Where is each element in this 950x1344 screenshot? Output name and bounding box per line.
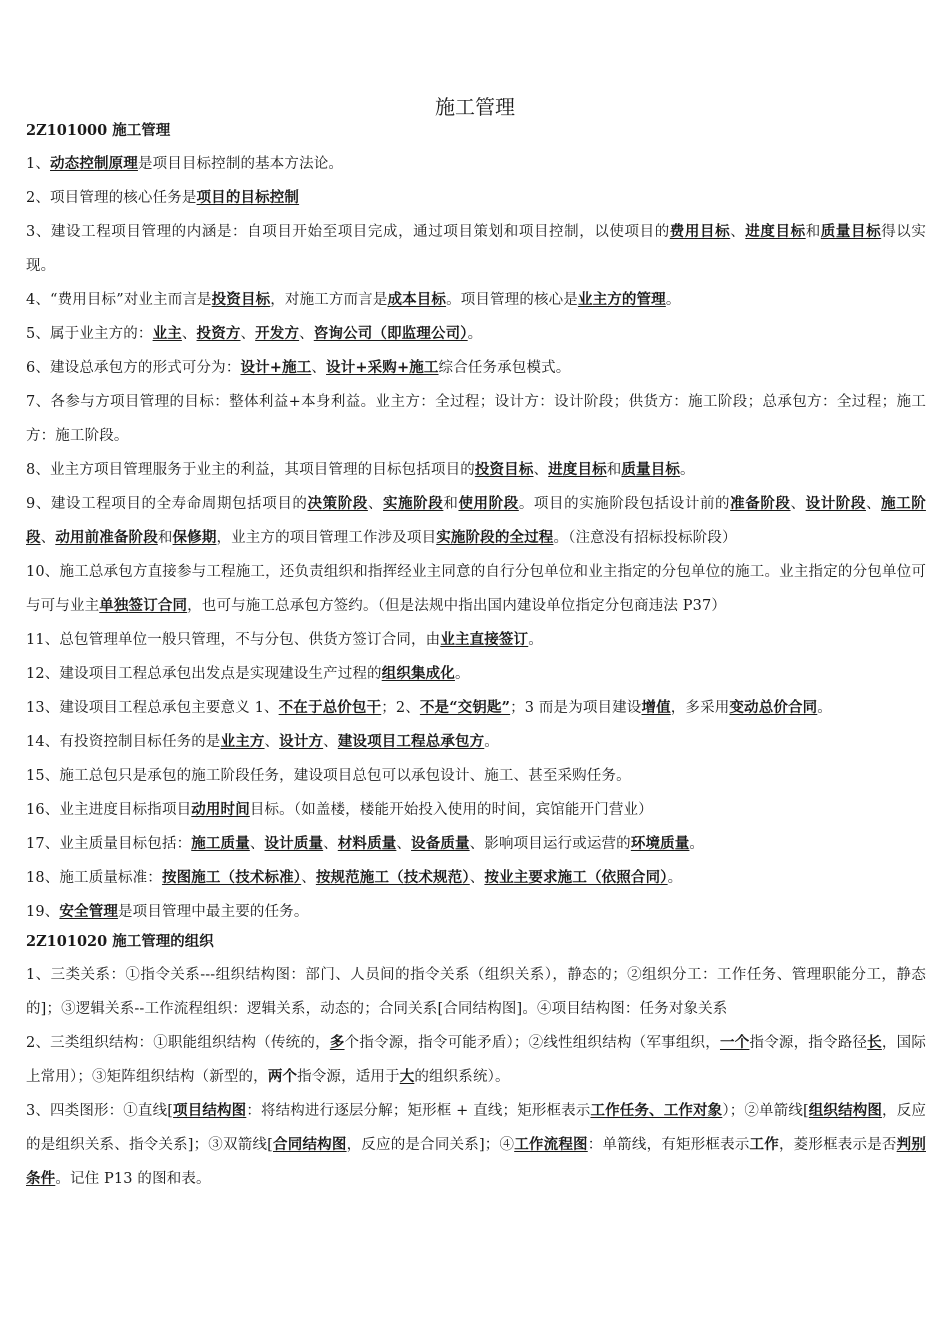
text-run: ；2、 bbox=[381, 700, 420, 716]
text-run: 19、 bbox=[26, 904, 60, 920]
paragraph-item bbox=[26, 317, 926, 351]
underlined-key-term: 业主 bbox=[152, 325, 182, 342]
text-run: ：将结构进行逐层分解；矩形框 + 直线；矩形框表示 bbox=[246, 1103, 591, 1119]
underlined-key-term: 费用目标 bbox=[669, 223, 731, 240]
text-run: 、 bbox=[469, 870, 485, 886]
underlined-key-term: 组织集成化 bbox=[381, 665, 455, 682]
underlined-key-term: 不在于总价包干 bbox=[278, 699, 382, 716]
text-run: 是项目管理中最主要的任务。 bbox=[118, 904, 309, 920]
text-run: ，业主方的项目管理工作涉及项目 bbox=[216, 530, 437, 546]
text-run: ，反应的是合同关系]；④ bbox=[346, 1137, 515, 1153]
bold-key-term: 两个 bbox=[267, 1068, 298, 1085]
text-run: 、 bbox=[249, 836, 265, 852]
underlined-key-term: 设计+施工 bbox=[240, 359, 312, 376]
text-run: 15、施工总包只是承包的施工阶段任务，建设项目总包可以承包设计、施工、甚至采购任务。 bbox=[26, 768, 631, 784]
text-run: 16、业主进度目标指项目 bbox=[26, 802, 192, 818]
underlined-key-term: 成本目标 bbox=[387, 291, 447, 308]
text-run: 7、各参与方项目管理的目标：整体利益+本身利益。业主方：全过程；设计方：设计阶段；供货方：施工阶段；总承包方：全过程；施工方：施工阶段。 bbox=[26, 394, 926, 444]
underlined-key-term: 业主直接签订 bbox=[440, 631, 529, 648]
document-body bbox=[26, 120, 926, 1196]
paragraph-item bbox=[26, 351, 926, 385]
text-run: ，也可与施工总承包方签约。（但是法规中指出国内建设单位指定分包商违法 P37） bbox=[187, 598, 727, 614]
text-run: 、 bbox=[40, 530, 56, 546]
paragraph-item bbox=[26, 759, 926, 793]
text-run: 、影响项目运行或运营的 bbox=[469, 836, 631, 852]
underlined-key-term: 建设项目工程总承包方 bbox=[337, 733, 485, 750]
underlined-key-term: 使用阶段 bbox=[458, 495, 519, 512]
text-run: 。（注意没有招标投标阶段） bbox=[553, 530, 737, 546]
paragraph-item bbox=[26, 487, 926, 555]
text-run: 、 bbox=[367, 496, 383, 512]
text-run: 和 bbox=[606, 462, 622, 478]
text-run: 、 bbox=[299, 326, 314, 342]
section-2z101000-items bbox=[26, 147, 926, 929]
underlined-key-term: 动用前准备阶段 bbox=[55, 529, 158, 546]
text-run: 综合任务承包模式。 bbox=[438, 360, 571, 376]
underlined-key-term: 工作任务、工作对象 bbox=[590, 1102, 723, 1119]
underlined-key-term: 组织结构图 bbox=[808, 1102, 883, 1119]
text-run: 1、 bbox=[26, 156, 51, 172]
text-run: 。 bbox=[817, 700, 832, 716]
section-heading-2z101020: 2Z101020 施工管理的组织 bbox=[26, 933, 214, 950]
paragraph-item bbox=[26, 793, 926, 827]
text-run: 。 bbox=[484, 734, 499, 750]
text-run: ，对施工方而言是 bbox=[270, 292, 388, 308]
underlined-key-term: 动用时间 bbox=[191, 801, 250, 818]
underlined-key-term: 项目的目标控制 bbox=[196, 189, 300, 206]
text-run: 、 bbox=[311, 360, 327, 376]
underlined-key-term: 安全管理 bbox=[59, 903, 119, 920]
underlined-key-term: 保修期 bbox=[172, 529, 217, 546]
paragraph-item bbox=[26, 958, 926, 1026]
underlined-key-term: 投资方 bbox=[196, 325, 241, 342]
text-run: 、 bbox=[533, 462, 549, 478]
underlined-key-term: 质量目标 bbox=[621, 461, 681, 478]
underlined-key-term: 投资目标 bbox=[211, 291, 271, 308]
text-run: 12、建设项目工程总承包出发点是实现建设生产过程的 bbox=[26, 666, 382, 682]
underlined-key-term: 设计方 bbox=[279, 733, 324, 750]
paragraph-item bbox=[26, 283, 926, 317]
underlined-key-term: 动态控制原理 bbox=[50, 155, 138, 172]
text-run: 。记住 P13 的图和表。 bbox=[55, 1171, 211, 1187]
text-run: 的组织系统）。 bbox=[414, 1069, 510, 1085]
underlined-key-term: 质量目标 bbox=[820, 223, 882, 240]
underlined-key-term: 按规范施工（技术规范） bbox=[315, 869, 470, 886]
bold-key-term: 工作 bbox=[749, 1136, 779, 1153]
text-run: ，多采用 bbox=[670, 700, 730, 716]
underlined-key-term: 准备阶段 bbox=[730, 495, 791, 512]
text-run: 1、三类关系：①指令关系---组织结构图：部门、人员间的指令关系（组织关系），静态的；②组织分工：工作任务、管理职能分工，静态的]；③逻辑关系--工作流程组织：逻辑关系，动态的；合同关系[合同结构图]。④项目结构图：任务对象关系 bbox=[26, 967, 926, 1017]
paragraph-item bbox=[26, 691, 926, 725]
section-2z101020-items bbox=[26, 958, 926, 1196]
underlined-key-term: 进度目标 bbox=[745, 223, 806, 240]
text-run: 3、四类图形：①直线[ bbox=[26, 1103, 174, 1119]
underlined-key-term: 增值 bbox=[641, 699, 671, 716]
text-run: 。 bbox=[454, 666, 470, 682]
underlined-key-term: 单独签订合同 bbox=[99, 597, 188, 614]
text-run: 是项目目标控制的基本方法论。 bbox=[137, 156, 344, 172]
underlined-key-term: 投资目标 bbox=[474, 461, 534, 478]
paragraph-item bbox=[26, 555, 926, 623]
text-run: 个指令源，指令可能矛盾）；②线性组织结构（军事组织， bbox=[344, 1035, 720, 1051]
paragraph-item bbox=[26, 1094, 926, 1196]
text-run: ；3 而是为项目建设 bbox=[510, 700, 642, 716]
underlined-key-term: 设计阶段 bbox=[805, 495, 866, 512]
underlined-key-term: 多 bbox=[329, 1034, 345, 1051]
underlined-key-term: 一个 bbox=[719, 1034, 750, 1051]
paragraph-item bbox=[26, 181, 926, 215]
text-run: 8、业主方项目管理服务于业主的利益，其项目管理的目标包括项目的 bbox=[26, 462, 475, 478]
text-run: 指令源，指令路径 bbox=[749, 1035, 868, 1051]
text-run: 、 bbox=[301, 870, 316, 886]
text-run: 18、施工质量标准： bbox=[26, 870, 162, 886]
text-run: 、 bbox=[790, 496, 806, 512]
underlined-key-term: 按图施工（技术标准） bbox=[161, 869, 302, 886]
text-run: 2、三类组织结构：①职能组织结构（传统的， bbox=[26, 1035, 330, 1051]
underlined-key-term: 业主方 bbox=[220, 733, 265, 750]
underlined-key-term: 咨询公司（即监理公司） bbox=[313, 325, 468, 342]
text-run: 。 bbox=[667, 870, 683, 886]
underlined-key-term: 开发方 bbox=[255, 325, 300, 342]
text-run: ）；②单箭线[ bbox=[722, 1103, 809, 1119]
section-heading-2z101000: 2Z101000 施工管理 bbox=[26, 122, 171, 139]
text-run: 得以实现。 bbox=[26, 224, 927, 274]
underlined-key-term: 设备质量 bbox=[411, 835, 470, 852]
text-run: 6、建设总承包方的形式可分为： bbox=[26, 360, 241, 376]
text-run: 和 bbox=[443, 496, 459, 512]
underlined-key-term: 施工阶段 bbox=[26, 495, 926, 546]
underlined-key-term: 合同结构图 bbox=[272, 1136, 347, 1153]
underlined-key-term: 业主方的管理 bbox=[577, 291, 666, 308]
paragraph-item bbox=[26, 147, 926, 181]
underlined-key-term: 施工质量 bbox=[191, 835, 250, 852]
paragraph-item bbox=[26, 453, 926, 487]
paragraph-item bbox=[26, 385, 926, 453]
underlined-key-term: 设计质量 bbox=[264, 835, 324, 852]
text-run: 、 bbox=[730, 224, 746, 240]
text-run: 。 bbox=[689, 836, 705, 852]
paragraph-item bbox=[26, 657, 926, 691]
text-run: 。项目管理的核心是 bbox=[446, 292, 578, 308]
text-run: 14、有投资控制目标任务的是 bbox=[26, 734, 221, 750]
text-run: 4、“费用目标”对业主而言是 bbox=[26, 292, 212, 308]
underlined-key-term: 长 bbox=[867, 1034, 882, 1051]
text-run: ：单箭线，有矩形框表示 bbox=[587, 1137, 750, 1153]
text-run: 。 bbox=[665, 292, 681, 308]
underlined-key-term: 变动总价合同 bbox=[729, 699, 818, 716]
text-run: ，国际上常用）；③矩阵组织结构（新型的， bbox=[26, 1035, 926, 1085]
text-run: 目标。（如盖楼，楼能开始投入使用的时间，宾馆能开门营业） bbox=[249, 802, 653, 818]
underlined-key-term: 进度目标 bbox=[548, 461, 607, 478]
paragraph-item bbox=[26, 725, 926, 759]
page-title: 施工管理 bbox=[435, 95, 515, 119]
paragraph-item bbox=[26, 1026, 926, 1094]
text-run: 、 bbox=[396, 836, 412, 852]
underlined-key-term: 实施阶段的全过程 bbox=[436, 529, 554, 546]
text-run: 、 bbox=[264, 734, 280, 750]
text-run: 3、建设工程项目管理的内涵是：自项目开始至项目完成，通过项目策划和项目控制，以使项目的 bbox=[26, 224, 670, 240]
text-run: 、 bbox=[240, 326, 256, 342]
text-run: 、 bbox=[323, 734, 338, 750]
paragraph-item bbox=[26, 827, 926, 861]
underlined-key-term: 设计+采购+施工 bbox=[326, 359, 439, 376]
underlined-key-term: 按业主要求施工（依照合同） bbox=[484, 869, 668, 886]
underlined-key-term: 不是“交钥匙” bbox=[419, 699, 511, 716]
text-run: 9、建设工程项目的全寿命周期包括项目的 bbox=[26, 496, 308, 512]
text-run: 、 bbox=[181, 326, 197, 342]
underlined-key-term: 项目结构图 bbox=[173, 1102, 247, 1119]
text-run: 2、项目管理的核心任务是 bbox=[26, 190, 197, 206]
text-run: ，菱形框表示是否 bbox=[778, 1137, 897, 1153]
text-run: 。 bbox=[680, 462, 695, 478]
text-run: 。 bbox=[528, 632, 543, 648]
text-run: 5、属于业主方的： bbox=[26, 326, 153, 342]
text-run: 13、建设项目工程总承包主要意义 1、 bbox=[26, 700, 279, 716]
text-run: 。 bbox=[467, 326, 483, 342]
text-run: 17、业主质量目标包括： bbox=[26, 836, 192, 852]
text-run: 和 bbox=[157, 530, 173, 546]
underlined-key-term: 环境质量 bbox=[630, 835, 690, 852]
text-run: 10、施工总承包方直接参与工程施工，还负责组织和指挥经业主同意的自行分包单位和业主指定的分包单位的施工。业主指定的分包单位可与可与业主 bbox=[26, 564, 926, 614]
paragraph-item bbox=[26, 215, 926, 283]
paragraph-item bbox=[26, 895, 926, 929]
underlined-key-term: 工作流程图 bbox=[514, 1136, 588, 1153]
underlined-key-term: 判别条件 bbox=[26, 1136, 926, 1187]
underlined-key-term: 材料质量 bbox=[337, 835, 397, 852]
text-run: 、 bbox=[865, 496, 882, 512]
underlined-key-term: 实施阶段 bbox=[382, 495, 444, 512]
paragraph-item bbox=[26, 623, 926, 657]
underlined-key-term: 决策阶段 bbox=[307, 495, 368, 512]
text-run: 。项目的实施阶段包括设计前的 bbox=[518, 496, 731, 512]
text-run: 和 bbox=[805, 224, 821, 240]
text-run: 、 bbox=[323, 836, 338, 852]
text-run: 11、总包管理单位一般只管理，不与分包、供货方签订合同，由 bbox=[26, 632, 441, 648]
paragraph-item bbox=[26, 861, 926, 895]
text-run: ，反应的是组织关系、指令关系]；③双箭线[ bbox=[26, 1103, 926, 1153]
underlined-key-term: 大 bbox=[399, 1068, 415, 1085]
text-run: 指令源，适用于 bbox=[297, 1069, 400, 1085]
